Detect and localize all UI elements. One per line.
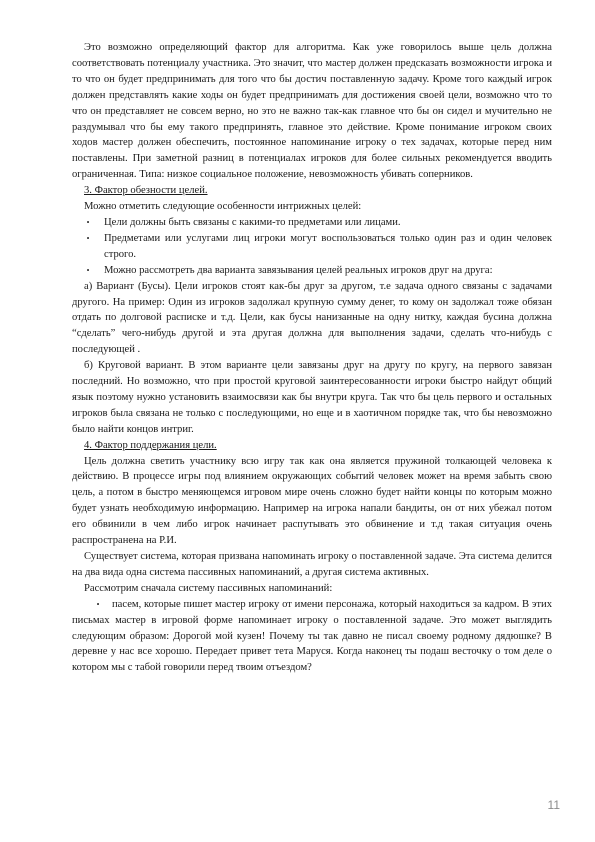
bullet-text: Можно рассмотреть два варианта завязывания целей реальных игроков друг на друга: — [104, 264, 493, 276]
paragraph-reminder-system: Существует система, которая призвана напоминать игроку о поставленной задаче. Эта система делится на два вида одна система пассивных напоминаний, а другая система активных. — [72, 551, 552, 578]
bullet-icon: • — [86, 265, 90, 275]
paragraph-variant-b: б) Круговой вариант. В этом варианте цели завязаны друг на другу по кругу, на первого завязан последний. Но возможно, что при простой круговой заинтересованности игроки быстро найдут общий язык поэтому нужно установить взаимосвязи как бы внутри круга. Так что бы цель первого и остальных игроков была связана не только с последующими, но еще и в хаотичном порядке так, что бы невозможно было найти концов интриг. — [72, 360, 552, 435]
bullet-icon: • — [96, 599, 100, 609]
bullet-icon: • — [86, 217, 90, 227]
page-number: 11 — [547, 798, 560, 812]
bullet-text: Предметами или услугами лиц игроки могут воспользоваться только один раз и один человек строго. — [104, 232, 552, 260]
bullet-item — [72, 215, 552, 231]
bullet-item — [72, 231, 552, 263]
section-heading-3: 3. Фактор обезности целей. — [84, 185, 208, 197]
bullet-icon: • — [86, 233, 90, 243]
paragraph-letters-text: пасем, которые пишет мастер игроку от имени персонажа, который находиться за кадром. В этих письмах мастер в игровой форме напоминает игроку о поставленной задаче. Это может выглядить следующим образом: Дорогой мой кузен! Почему ты так давно не писал своему родному дядюшке? В деревне у нас все хорошо. Передает привет тета Маруся. Когда наконец ты подаш весточку о том деле о котором мы с табой говорили перед твоим отъездом? — [72, 598, 552, 674]
bullet-item — [72, 263, 552, 279]
paragraph-passive-intro: Рассмотрим сначала систему пассивных напоминаний: — [84, 582, 333, 594]
paragraph-letters — [72, 597, 552, 677]
paragraph-goal-support: Цель должна светить участнику всю игру так как она является пружиной толкающей человека к действию. В процессе игры под влиянием окружающих событий человек может на время забыть свою цель, а потом в быстро меняющемся игровом мире очень сложно будет найти концы по которым можно будет узнать необходимую информацию. Например на игрока напали бандиты, он от них убежал потом его обвинили в чем либо игрок начинает распутывать это обвинение и т.д такая ситуация очень распространена на Р.И. — [72, 455, 552, 547]
section-heading-4: 4. Фактор поддержания цели. — [84, 439, 217, 451]
paragraph-intro: Это возможно определяющий фактор для алгоритма. Как уже говорилось выше цель должна соответствовать потенциалу участника. Это значит, что мастер должен предсказать возможности игрока и то что он будет предпринимать для того что бы достич поставленную задачу. Кроме того каждый игрок должен представлять какие ходы он будет предпринимать для достижения своей цели, возможно что то что он представляет не совсем верно, но это не важно так-как главное что бы он сидел и мучительно не раздумывал что бы ему такого предпринять, главное это действие. Кроме понимание игроком своих ходов мастер должен обеспечить, постоянное напоминание игроку о тех задачах, которые перед ним поставлены. При заметной разниц в потенциалах игроков для более сильных рекомендуется вводить ограниченная. Типа: низкое социальное положение, невозможность убивать соперников. — [72, 42, 552, 181]
bullet-text: Цели должны быть связаны с какими-то предметами или лицами. — [104, 216, 401, 228]
paragraph-features: Можно отметить следующие особенности интрижных целей: — [84, 201, 362, 213]
page-body — [72, 40, 552, 676]
paragraph-variant-a: а) Вариант (Бусы). Цели игроков стоят как-бы друг за другом, т.е задача одного связаны с задачами другого. На пример: Один из игроков задолжал крупную сумму денег, то кому он задолжал тоже обязан отдать по долговой расписке и т.д. Цели, как бусы нанизанные на одну нитку, каждая бусина должна “сделать” чего-нибудь другой и эта другая должна для выполнения задачи, сделать что-нибудь с последующей . — [72, 280, 552, 356]
